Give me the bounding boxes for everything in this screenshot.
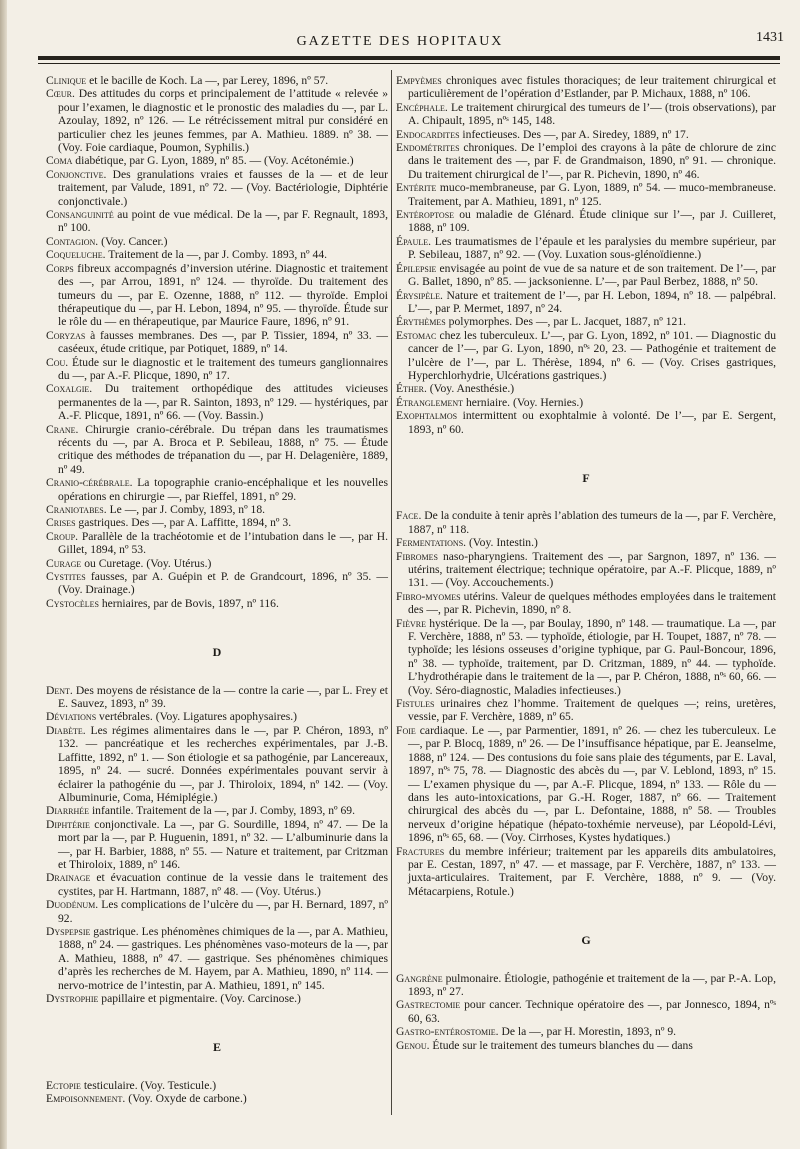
index-entry: [46, 898, 388, 925]
entry-text: et le bacille de Koch. La —, par Lerey, 1896, nº 57.: [86, 74, 329, 87]
section-f: [396, 509, 776, 898]
entry-text: pour cancer. Technique opératoire des —, par Jonnesco, 1894, nºˢ 60, 63.: [408, 998, 776, 1025]
index-entry: [396, 74, 776, 101]
entry-heading: Foie: [396, 723, 416, 737]
entry-text: herniaires, par de Bovis, 1897, nº 116.: [98, 596, 279, 610]
section-c: [46, 74, 388, 610]
entry-heading: Déviations: [46, 710, 97, 724]
entry-text: du membre inférieur; traitement par les appareils dits ambulatoires, par E. Cestan, 1897, nº 47. — et massage, par F. Verchère, 1887, nº 133. — juxta-articulaires. Traitement, par F. Verchère, 1888, nº 9. — (Voy. Métacarpiens, Rotule.): [408, 844, 776, 898]
entry-heading: Fistules: [396, 697, 435, 711]
index-entry: [46, 423, 388, 477]
entry-heading: Coryzas: [46, 328, 86, 342]
index-entry: [396, 235, 776, 262]
entry-heading: Coma: [46, 154, 73, 168]
section-e-left: [46, 1079, 388, 1106]
index-entry: [396, 315, 776, 328]
entry-heading: Ectopie: [46, 1078, 81, 1092]
entry-text: infectieuses. Des —, par A. Siredey, 1889, nº 17.: [459, 127, 689, 141]
entry-heading: Entéroptose: [396, 208, 455, 222]
entry-text: envisagée au point de vue de sa nature et de son traitement. De l’—, par G. Ballet, 1890, nº 85. — jacksonienne. L’—, par Paul Berbez, 1888, nº 50.: [408, 261, 776, 289]
entry-heading: Gastrectomie: [396, 998, 461, 1012]
entry-text: infantile. Traitement de la —, par J. Comby, 1893, nº 69.: [89, 804, 355, 818]
entry-text: intermittent ou exophtalmie à volonté. De l’—, par E. Sergent, 1893, nº 60.: [408, 409, 776, 436]
index-entry: [396, 697, 776, 724]
entry-heading: Diarrhée: [46, 804, 90, 818]
index-entry: [46, 570, 388, 597]
index-entry: [396, 181, 776, 208]
entry-text: ou Curetage. (Voy. Utérus.): [81, 556, 212, 570]
binding-gutter: [0, 0, 7, 1149]
entry-heading: Étranglement: [396, 395, 464, 409]
entry-heading: Fibro-myomes: [396, 589, 461, 603]
entry-heading: Endométrites: [396, 141, 460, 155]
entry-heading: Consanguinité: [46, 208, 114, 222]
entry-text: papillaire et pigmentaire. (Voy. Carcinose.): [98, 992, 301, 1005]
entry-heading: Épilepsie: [396, 261, 437, 275]
section-letter-d: D: [212, 645, 222, 660]
index-entry: [396, 590, 776, 617]
index-entry: [46, 262, 388, 329]
header-rule-thick: [38, 56, 780, 60]
entry-text: muco-membraneuse, par G. Lyon, 1889, nº 54. — muco-membraneuse. Traitement, par A. Mathieu, 1891, nº 125.: [408, 181, 776, 208]
section-d: [46, 684, 388, 1006]
index-entry: [46, 871, 388, 898]
entry-text: et évacuation continue de la vessie dans le traitement des cystites, par H. Hartmann, 1887, nº 48. — (Voy. Utérus.): [58, 871, 388, 898]
entry-text: chez les tuberculeux. L’—, par G. Lyon, 1892, nº 101. — Diagnostic du cancer de l’—, par G. Lyon, 1890, nºˢ 20, 23. — Pathogénie et traitement de l’ulcère de l’—, par L. Thérèse, 1894, nº 6. — (Voy. Crises gastriques, Hyperchlorhydrie, Ulcérations gastriques.): [408, 328, 776, 382]
index-entry: [396, 724, 776, 845]
entry-heading: Coqueluche.: [46, 248, 106, 262]
index-entry: [46, 925, 388, 992]
entry-text: De la conduite à tenir après l’ablation des tumeurs de la —, par F. Verchère, 1887, nº 118.: [408, 509, 776, 536]
entry-heading: Crises: [46, 516, 76, 530]
index-entry: [46, 248, 388, 261]
entry-text: polymorphes. Des —, par L. Jacquet, 1887, nº 121.: [445, 315, 687, 329]
entry-heading: Exophtalmos: [396, 409, 458, 423]
entry-heading: Genou.: [396, 1038, 430, 1052]
entry-text: Les régimes alimentaires dans le —, par P. Chéron, 1893, nº 132. — pancréatique et les recherches expérimentales, par J.-B. Laffitte, 1892, nº 1. — Son étiologie et sa pathogénie, par Lancereaux, 1895, nº 24. — sucré. Données expérimentales pouvant servir à éclairer la pathogénie du —, par J. Thiroloix, 1894, nº 142. — (Voy. Albuminurie, Coma, Hémiplégie.): [58, 723, 388, 804]
entry-text: Des attitudes du corps et principalement de l’attitude « relevée » pour l’examen, le diagnostic et le pronostic des maladies du —, par L. Azoulay, 1892, nº 126. — Le rétrécissement mitral pur considéré en particulier chez les jeunes femmes, par A. Mathieu. 1889. nº 38. — (Voy. Foie cardiaque, Poumon, Syphilis.): [58, 87, 388, 155]
entry-text: cardiaque. Le —, par Parmentier, 1891, nº 26. — chez les tuberculeux. Le —, par P. Blocq, 1889, nº 26. — De l’insuffisance hépatique, par E. Jeanselme, 1888, nº 124. — Des contusions du foie sans plaie des téguments, par E. Laval, 1897, nºˢ 75, 78. — Diagnostic des abcès du —, par V. Leblond, 1893, nº 15. — L’examen physique du —, par A.-F. Plicque, 1894, nº 133. — Rôle du — dans les auto-intoxications, par G.-H. Roger, 1887, nº 66. — Traitement chirurgical des abcès du —, par L. Defontaine, 1888, nº 58. — Troubles nerveux d’origine hépatique (hépato-toxhémie nerveuse), par Léopold-Lévi, 1896, nºˢ 65, 68. — (Voy. Cirrhoses, Kystes hydatiques.): [408, 723, 776, 845]
entry-heading: Érythèmes: [396, 315, 446, 329]
index-entry: [396, 396, 776, 409]
entry-heading: Craniotabes.: [46, 503, 107, 516]
entry-text: utérins. Valeur de quelques méthodes employées dans le traitement des —, par R. Pichevin, 1890, nº 8.: [408, 589, 776, 617]
entry-text: gastrique. Les phénomènes chimiques de la —, par A. Mathieu, 1888, nº 24. — gastriques. Les phénomènes vaso-moteurs de la —, par A. Mathieu, 1888, nº 47. — gastrique. Ses phénomènes chimiques d’après les recherches de M. Hayem, par A. Mathieu, 1890, nº 114. — nervo-motrice de l’intestin, par A. Mathieu, 1891, nº 145.: [58, 924, 388, 992]
entry-heading: Endocardites: [396, 127, 460, 141]
index-entry: [46, 87, 388, 154]
index-entry: [46, 710, 388, 723]
index-entry: [46, 684, 388, 711]
entry-heading: Fibromes: [396, 549, 439, 563]
entry-heading: Diphtérie: [46, 817, 90, 831]
index-entry: [46, 356, 388, 383]
entry-text: Du traitement orthopédique des attitudes vicieuses permanentes de la —, par R. Sainton, 1893, nº 129. — hystériques, par A.-F. Plicque, 1891, nº 66. — (Voy. Bassin.): [58, 382, 388, 423]
index-entry: [46, 804, 388, 817]
entry-text: pulmonaire. Étiologie, pathogénie et traitement de la —, par P.-A. Lop, 1893, nº 27.: [408, 971, 776, 998]
entry-heading: Corps: [46, 261, 74, 275]
index-entry: [46, 154, 388, 167]
entry-heading: Fièvre: [396, 616, 426, 630]
entry-text: à fausses membranes. Des —, par P. Tissier, 1894, nº 33. — caséeux, étude critique, par Potiquet, 1889, nº 14.: [58, 328, 388, 356]
index-entry: [396, 1025, 776, 1038]
right-column: [396, 74, 776, 1052]
index-entry: [46, 476, 388, 503]
index-entry: [396, 101, 776, 128]
entry-heading: Coxalgie.: [46, 382, 93, 396]
entry-heading: Curage: [46, 556, 82, 570]
header-rule-thin: [38, 63, 780, 64]
entry-heading: Fractures: [396, 844, 445, 858]
entry-text: Étude sur le traitement des tumeurs blanches du — dans: [429, 1038, 693, 1052]
entry-text: Chirurgie cranio-cérébrale. Du trépan dans les traumatismes récents du —, par A. Broca et P. Sebileau, 1888, nº 75. — Étude critique des méthodes de trépanation du —, par H. Delagenière, 1889, nº 49.: [58, 422, 388, 476]
index-entry: [396, 536, 776, 549]
entry-heading: Érysipèle.: [396, 288, 443, 302]
entry-text: Les complications de l’ulcère du —, par H. Bernard, 1897, nº 92.: [58, 898, 388, 925]
index-entry: [46, 1092, 388, 1105]
index-entry: [396, 382, 776, 395]
entry-text: La topographie cranio-encéphalique et les nouvelles opérations en chirurgie —, par Rieffel, 1891, nº 29.: [58, 476, 388, 503]
index-entry: [396, 289, 776, 316]
index-entry: [46, 382, 388, 422]
entry-text: (Voy. Anesthésie.): [426, 382, 515, 396]
journal-title: GAZETTE DES HOPITAUX: [296, 34, 504, 49]
entry-text: De la —, par H. Morestin, 1893, nº 9.: [498, 1025, 677, 1039]
entry-heading: Éther.: [396, 382, 427, 396]
section-letter-g: G: [581, 933, 591, 948]
entry-text: fausses, par A. Guépin et P. de Grandcourt, 1896, nº 35. — (Voy. Drainage.): [58, 570, 388, 597]
entry-text: (Voy. Intestin.): [466, 536, 538, 550]
entry-heading: Cystites: [46, 570, 86, 584]
entry-text: gastriques. Des —, par A. Laffitte, 1894, nº 3.: [75, 516, 292, 530]
index-entry: [396, 972, 776, 999]
index-entry: [396, 128, 776, 141]
index-entry: [46, 235, 388, 248]
entry-heading: Crane.: [46, 422, 79, 436]
entry-heading: Cranio-cérébrale.: [46, 476, 133, 490]
index-entry: [396, 998, 776, 1025]
index-entry: [46, 597, 388, 610]
entry-text: chroniques. De l’emploi des crayons à la pâte de chlorure de zinc dans le traitement des —, par F. de Grandmaison, 1890, nº 91. — chronique. Du traitement chirurgical de l’—, par R. Pichevin, 1890, nº 46.: [408, 141, 776, 181]
entry-heading: Conjonctive.: [46, 167, 107, 181]
section-letter-f: F: [582, 470, 590, 485]
column-divider: [391, 70, 392, 1115]
entry-heading: Dystrophie: [46, 992, 99, 1005]
entry-text: au point de vue médical. De la —, par F. Regnault, 1893, nº 100.: [58, 208, 388, 235]
index-entry: [46, 992, 388, 1005]
entry-text: Des granulations vraies et fausses de la — et de leur traitement, par Valude, 1891, nº 72. — (Voy. Bactériologie, Diphtérie conjonctivale.): [58, 167, 388, 208]
entry-heading: Dent.: [46, 683, 73, 697]
entry-text: diabétique, par G. Lyon, 1889, nº 85. — (Voy. Acétonémie.): [72, 154, 354, 168]
page-number: 1431: [756, 30, 784, 45]
entry-text: herniaire. (Voy. Hernies.): [463, 395, 584, 409]
index-entry: [46, 168, 388, 208]
entry-text: Étude sur le diagnostic et le traitement des tumeurs ganglionnaires du —, par A.-F. Plicque, 1890, nº 17.: [58, 355, 388, 382]
entry-heading: Clinique: [46, 74, 87, 87]
index-entry: [396, 845, 776, 899]
entry-text: Le traitement chirurgical des tumeurs de l’— (trois observations), par A. Chipault, 1895, nºˢ 145, 148.: [408, 100, 776, 128]
index-entry: [396, 141, 776, 181]
entry-heading: Diabète.: [46, 723, 86, 737]
index-entry: [396, 329, 776, 383]
index-entry: [46, 1079, 388, 1092]
index-entry: [396, 617, 776, 697]
index-entry: [46, 503, 388, 516]
entry-text: Traitement de la —, par J. Comby. 1893, nº 44.: [105, 248, 328, 262]
index-entry: [396, 262, 776, 289]
index-entry: [46, 724, 388, 804]
entry-text: conjonctivale. La —, par G. Sourdille, 1894, nº 47. — De la mort par la —, par P. Huguenin, 1891, nº 32. — L’albuminurie dans la —, par H. Barbier, 1888, nº 55. — Nature et traitement, par Critzman et Thiroloix, 1889, nº 146.: [58, 817, 388, 871]
index-entry: [46, 516, 388, 529]
entry-text: (Voy. Cancer.): [98, 234, 168, 248]
entry-text: testiculaire. (Voy. Testicule.): [80, 1078, 217, 1092]
index-entry: [46, 329, 388, 356]
entry-text: ou maladie de Glénard. Étude clinique sur l’—, par J. Cuilleret, 1888, nº 109.: [408, 208, 776, 235]
entry-heading: Cystocèles: [46, 596, 99, 610]
entry-heading: Duodénum.: [46, 898, 99, 912]
entry-heading: Épaule.: [396, 234, 432, 248]
index-entry: [396, 550, 776, 590]
entry-heading: Entérite: [396, 181, 437, 195]
entry-heading: Cou.: [46, 355, 69, 369]
entry-heading: Empyèmes: [396, 74, 442, 87]
index-entry: [396, 509, 776, 536]
entry-heading: Cœur.: [46, 87, 75, 101]
index-entry: [46, 557, 388, 570]
index-entry: [396, 409, 776, 436]
index-entry: [46, 74, 388, 87]
entry-text: urinaires chez l’homme. Traitement de quelques —; reins, uretères, vessie, par F. Verchère, 1889, nº 65.: [408, 697, 776, 724]
entry-text: Des moyens de résistance de la — contre la carie —, par L. Frey et E. Sauvez, 1893, nº 39.: [58, 683, 388, 711]
section-e-right: [396, 74, 776, 436]
index-entry: [46, 818, 388, 872]
index-entry: [396, 208, 776, 235]
section-letter-e: E: [212, 1040, 221, 1055]
entry-text: Nature et traitement de l’—, par H. Lebon, 1894, nº 18. — palpébral. L’—, par P. Mermet, 1897, nº 24.: [408, 288, 776, 315]
entry-heading: Croup.: [46, 529, 78, 543]
entry-text: Parallèle de la trachéotomie et de l’intubation dans le —, par H. Gillet, 1894, nº 53.: [58, 529, 388, 557]
entry-text: vertébrales. (Voy. Ligatures apophysaires.): [96, 710, 298, 724]
entry-text: chroniques avec fistules thoraciques; de leur traitement chirurgical et particulièrement de l’opération d’Estlander, par P. Michaux, 1888, nº 106.: [408, 74, 776, 101]
entry-text: Le —, par J. Comby, 1893, nº 18.: [106, 503, 266, 516]
entry-heading: Dyspepsie: [46, 924, 91, 938]
entry-heading: Gastro-entérostomie.: [396, 1025, 499, 1039]
entry-heading: Fermentations.: [396, 536, 467, 550]
section-g: [396, 972, 776, 1052]
entry-heading: Contagion.: [46, 234, 99, 248]
left-column: [46, 74, 388, 1106]
entry-heading: Estomac: [396, 328, 437, 342]
entry-heading: Encéphale.: [396, 100, 448, 114]
entry-text: naso-pharyngiens. Traitement des —, par Sargnon, 1897, nº 136. — utérins, traitement électrique; technique opératoire, par A.-F. Plicque, 1889, nº 131. — (Voy. Accouchements.): [408, 549, 776, 590]
entry-text: Les traumatismes de l’épaule et les paralysies du membre supérieur, par P. Sebileau, 1887, nº 92. — (Voy. Luxation sous-glénoïdienne.): [408, 234, 776, 262]
entry-text: hystérique. De la —, par Boulay, 1890, nº 148. — traumatique. La —, par F. Verchère, 1888, nº 53. — typhoïde, étiologie, par H. Toupet, 1887, nº 78. — typhoïde; les lésions osseuses d’origine typhique, par G. Paul-Boncour, 1896, nº 38. — typhoïde, traitement, par D. Critzman, 1889, nº 44. — typhoïde. L’hydrothérapie dans le traitement de la —, par P. Chéron, 1888, nºˢ 60, 66. — (Voy. Séro-diagnostic, Maladies infectieuses.): [408, 616, 776, 697]
entry-heading: Drainage: [46, 871, 91, 885]
entry-heading: Face.: [396, 509, 422, 523]
entry-text: (Voy. Oxyde de carbone.): [125, 1092, 247, 1106]
index-entry: [46, 208, 388, 235]
entry-text: fibreux accompagnés d’inversion utérine. Diagnostic et traitement des —, par Arrou, 1891, nº 124. — thyroïde. Du traitement des tumeurs du —, par E. Ozenne, 1888, nº 112. — thyroïde. Emploi thérapeutique du —, par H. Lebon, 1894, nº 95. — thyroïde. Étude sur le rôle du — en thérapeutique, par Maurice Faure, 1896, nº 91.: [58, 261, 388, 329]
entry-heading: Empoisonnement.: [46, 1092, 126, 1106]
index-entry: [396, 1039, 776, 1052]
entry-heading: Gangrène: [396, 971, 443, 985]
index-entry: [46, 530, 388, 557]
